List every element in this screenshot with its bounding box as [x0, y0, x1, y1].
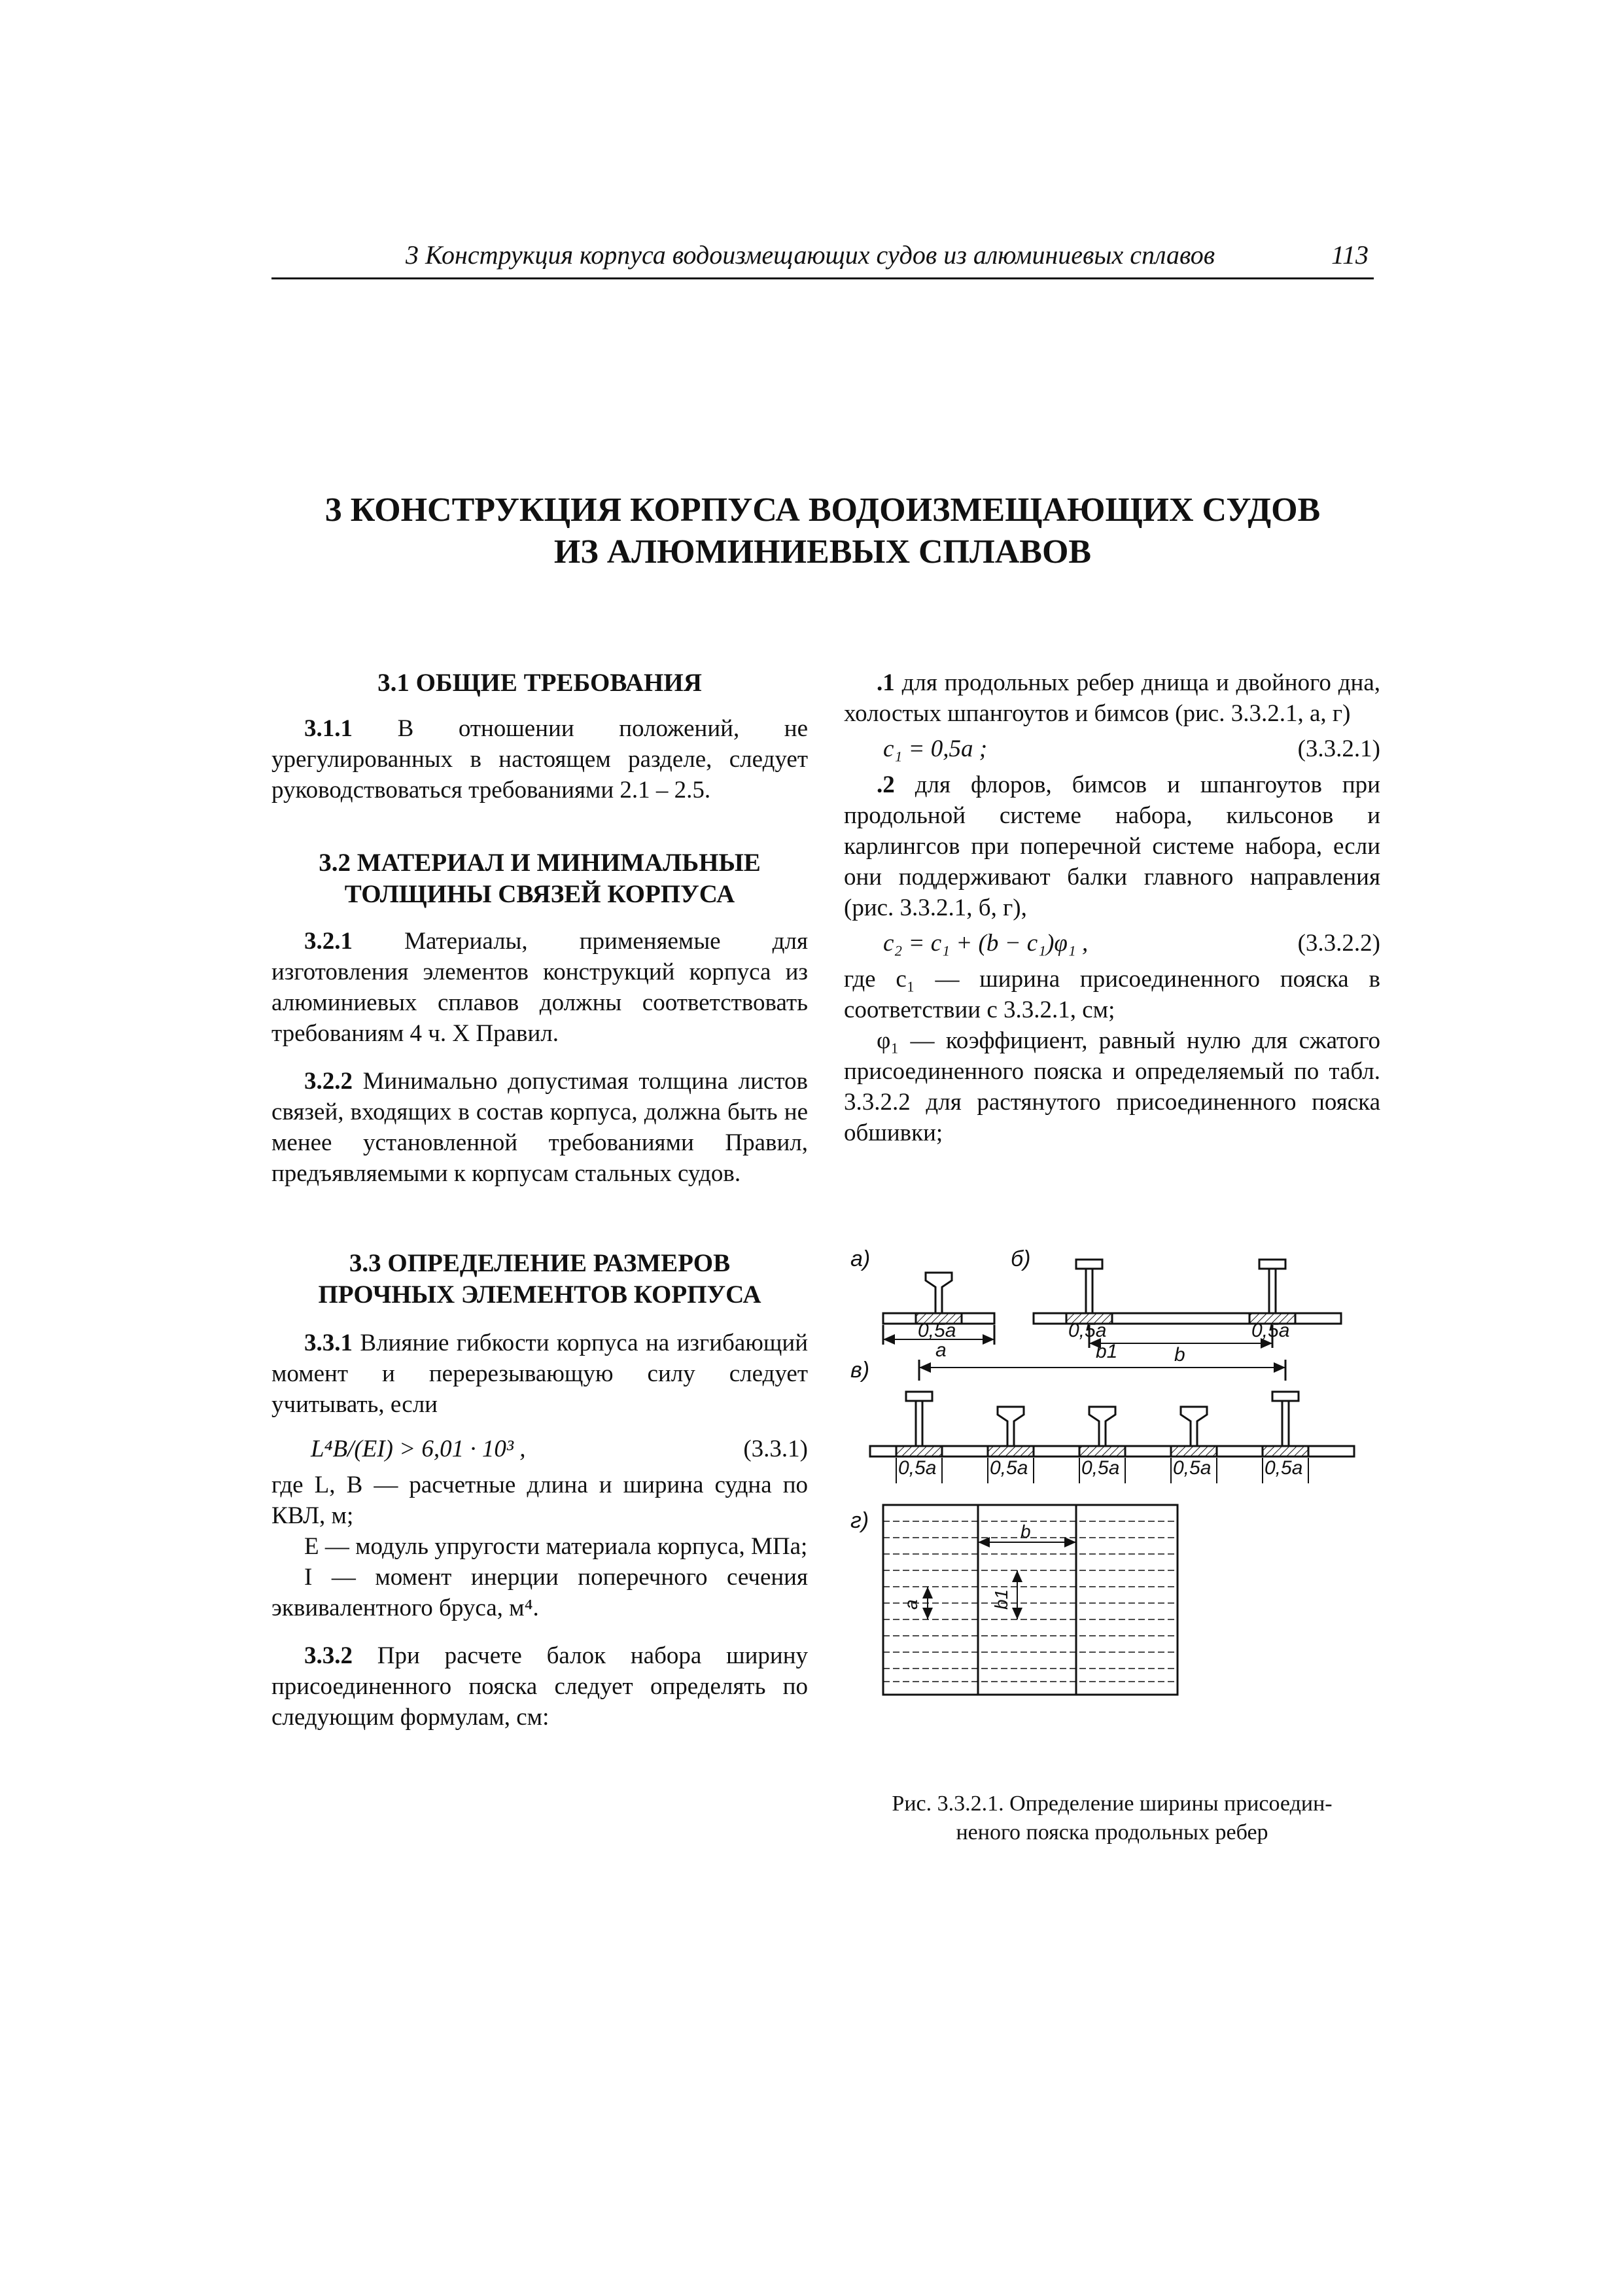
caption-line2: неного пояска продольных ребер [956, 1820, 1268, 1845]
left-column [271, 667, 808, 1733]
dim-label-05a: 0,5a [1173, 1457, 1212, 1479]
heading-line: ТОЛЩИНЫ СВЯЗЕЙ КОРПУСА [344, 880, 735, 908]
paragraph-3-1-1 [271, 713, 808, 805]
dim-label-05a: 0,5a [990, 1457, 1028, 1479]
formula-3-3-2-1 [844, 729, 1380, 769]
paragraph-3-2-1 [271, 926, 808, 1049]
paragraph-text: Минимально допустимая толщина листов связей, входящих в состав корпуса, должна быть не менее установленной требованиями Правил, предъявляемыми к корпусам стальных судов. [271, 1068, 808, 1187]
dim-label-05a: 0,5a [898, 1457, 937, 1479]
paragraph-text: Влияние гибкости корпуса на изгибающий момент и перерезывающую силу следует учитывать, если [271, 1330, 808, 1418]
dim-label-05a: 0,5a [1265, 1457, 1303, 1479]
chapter-title-line2: ИЗ АЛЮМИНИЕВЫХ СПЛАВОВ [553, 533, 1092, 571]
dim-label-b: b [1021, 1521, 1031, 1542]
heading-line: 3.3 ОПРЕДЕЛЕНИЕ РАЗМЕРОВ [349, 1249, 731, 1277]
dim-label-b1: b1 [991, 1589, 1011, 1610]
formula-number: (3.3.2.2) [1297, 930, 1380, 957]
label-v: в) [850, 1358, 870, 1383]
figure-caption [844, 1790, 1380, 1847]
chapter-title [271, 489, 1374, 573]
section-3-3-heading [271, 1248, 808, 1311]
definition-L-B: где L, B — расчетные длина и ширина судна по КВЛ, м; [271, 1472, 808, 1529]
paragraph-3-2-2 [271, 1066, 808, 1189]
definition-I: I — момент инерции поперечного сечения эквивалентного бруса, м⁴. [271, 1564, 808, 1621]
paragraph-number: 3.2.2 [304, 1068, 353, 1095]
paragraph-number: 3.1.1 [304, 715, 353, 742]
definition-c1: где c₁ — ширина присоединенного пояска в соответствии с 3.3.2.1, см; [844, 966, 1380, 1023]
dim-label-05a: 0,5a [1081, 1457, 1120, 1479]
item-number: .2 [877, 771, 895, 798]
paragraph-text: Материалы, применяемые для изготовления элементов конструкций корпуса из алюминиевых сплавов должны соответствовать требованиям 4 ч. X Правил. [271, 928, 808, 1047]
formula-expression: L⁴B/(EI) > 6,01 · 10³ , [311, 1436, 526, 1462]
dim-label-b: b [1174, 1344, 1185, 1366]
paragraph-3-3-1 [271, 1328, 808, 1420]
item-text: для продольных ребер днища и двойного дна, холостых шпангоутов и бимсов (рис. 3.3.2.1, а, г) [844, 669, 1380, 727]
formula-number: (3.3.1) [743, 1436, 808, 1462]
figure-3-3-2-1 [844, 1240, 1380, 1796]
item-text: для флоров, бимсов и шпангоутов при продольной системе набора, кильсонов и карлингсов при поперечной системе набора, если они поддерживают балки главного направления (рис. 3.3.2.1, б, г), [844, 771, 1380, 921]
formula-expression: c₁ = 0,5a ; [883, 735, 988, 762]
section-3-1-heading: 3.1 ОБЩИЕ ТРЕБОВАНИЯ [377, 669, 702, 697]
paragraph-3-3-2 [271, 1640, 808, 1733]
running-header-title: 3 Конструкция корпуса водоизмещающих судов из алюминиевых сплавов [406, 240, 1215, 270]
item-2 [844, 769, 1380, 923]
chapter-title-line1: 3 КОНСТРУКЦИЯ КОРПУСА ВОДОИЗМЕЩАЮЩИХ СУДОВ [324, 491, 1321, 529]
dim-label-b1: b1 [1096, 1341, 1118, 1362]
paragraph-text: При расчете балок набора ширину присоединенного пояска следует определять по следующим формулам, см: [271, 1642, 808, 1731]
item-number: .1 [877, 669, 895, 696]
caption-line1: Рис. 3.3.2.1. Определение ширины присоедин- [892, 1792, 1333, 1816]
label-g: г) [850, 1508, 869, 1533]
heading-line: ПРОЧНЫХ ЭЛЕМЕНТОВ КОРПУСА [318, 1280, 761, 1309]
formula-3-3-2-2 [844, 923, 1380, 964]
heading-line: 3.2 МАТЕРИАЛ И МИНИМАЛЬНЫЕ [319, 849, 761, 877]
dim-label-a: a [935, 1339, 947, 1361]
running-header [271, 237, 1374, 279]
page-number: 113 [1331, 240, 1369, 270]
paragraph-number: 3.3.1 [304, 1330, 353, 1356]
label-b: б) [1011, 1246, 1031, 1271]
item-1 [844, 667, 1380, 729]
formula-number: (3.3.2.1) [1297, 735, 1380, 762]
paragraph-text: В отношении положений, не урегулированных в настоящем разделе, следует руководствоваться требованиями 2.1 – 2.5. [271, 715, 808, 804]
dim-label-05a: 0,5a [918, 1320, 956, 1341]
dim-label-05a: 0,5a [1251, 1320, 1290, 1341]
dim-label-05a: 0,5a [1068, 1320, 1107, 1341]
section-3-2-heading [271, 847, 808, 910]
right-column [844, 667, 1380, 1148]
label-a: а) [850, 1246, 871, 1271]
formula-3-3-1 [271, 1429, 808, 1470]
definition-E: E — модуль упругости материала корпуса, МПа; [304, 1533, 808, 1560]
paragraph-number: 3.2.1 [304, 928, 353, 955]
paragraph-number: 3.3.2 [304, 1642, 353, 1669]
definition-phi1: φ₁ — коэффициент, равный нулю для сжатого присоединенного пояска и определяемый по табл. 3.3.2.2 для растянутого присоединенного пояска обшивки; [844, 1027, 1380, 1146]
formula-expression: c₂ = c₁ + (b − c₁)φ₁ , [883, 930, 1089, 957]
dim-label-a: a [901, 1599, 921, 1610]
